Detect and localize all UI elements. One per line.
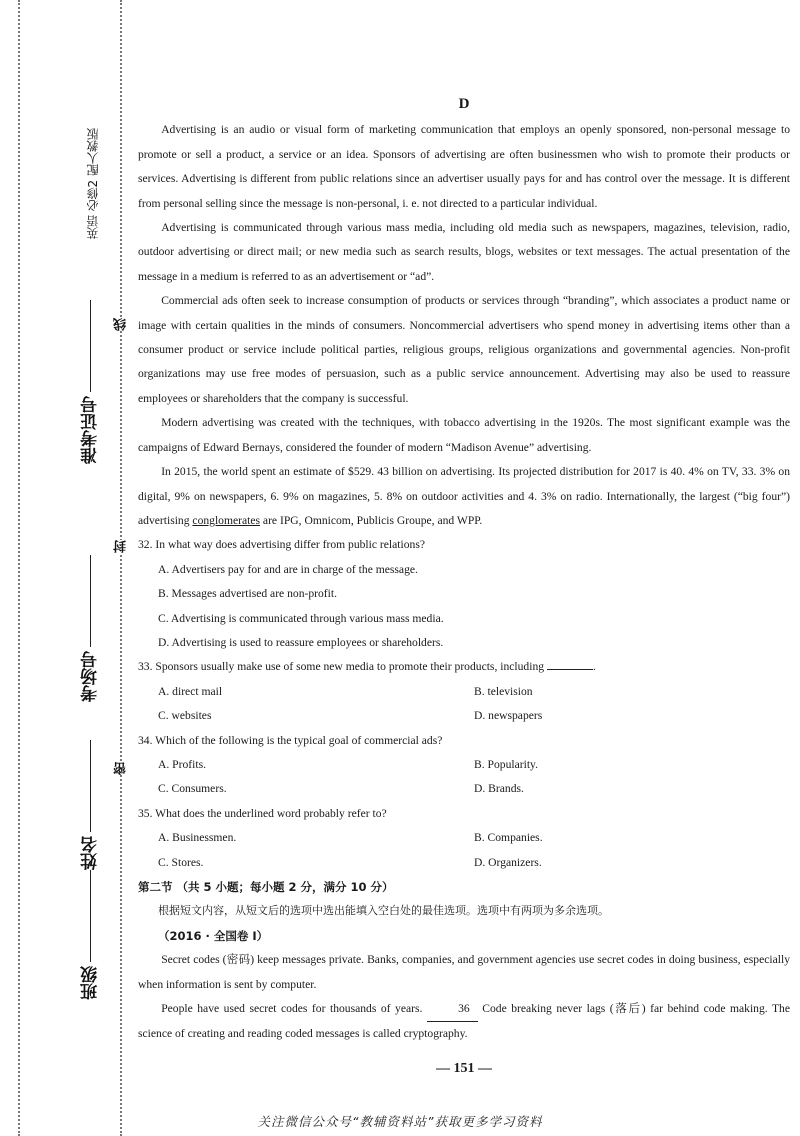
name-label: 姓名 [81,836,101,870]
question-32-option-b[interactable]: B. Messages advertised are non-profit. [158,587,338,601]
paragraph-5-text-after: are IPG, Omnicom, Publicis Groupe, and WPP. [260,513,483,527]
question-33-option-a[interactable]: A. direct mail [158,684,223,698]
passage-paragraph-5 [138,460,790,533]
question-35-option-c[interactable]: C. Stores. [158,855,204,869]
question-32-option-a[interactable]: A. Advertisers pay for and are in charge of the message. [158,562,418,576]
seal-mark-seal: 封 [114,540,129,553]
question-35-options-row-2 [138,851,790,875]
left-dotted-line [18,0,20,1136]
section-2-heading: 第二节 （共 5 小题；每小题 2 分，满分 10 分） [138,880,394,894]
subject-info: 英语 必修2 配人教版 [86,128,100,240]
name-blank[interactable] [91,740,92,832]
question-33-option-d[interactable]: D. newspapers [474,709,543,723]
passage-paragraph-3: Commercial ads often seek to increase consumption of products or services through “branding”, which associates a product name or image with certain qualities in the minds of consumers. Noncommercial advertisers who spend money in advertising items other than a consumer product or service include political parties, religious groups, religious organizations and governmental agencies. Non-profit organizations may use free modes of persuasion, such as a public service announcement. Advertising may also be used to reassure employees or shareholders that the company is successful. [138,294,790,405]
question-33-option-c[interactable]: C. websites [158,709,212,723]
section-title: D [458,96,470,112]
question-34-options-row-1 [138,753,790,777]
question-33-options-row-2 [138,704,790,728]
question-32-stem: 32. In what way does advertising differ from public relations? [138,538,425,552]
passage-paragraph-2: Advertising is communicated through various mass media, including old media such as newspapers, magazines, television, radio, outdoor advertising or direct mail; or new media such as search results, blogs, websites or text messages. The actual presentation of the message in a medium is referred to as an advertisement or “ad”. [138,221,790,283]
section-2-instruction: 根据短文内容，从短文后的选项中选出能填入空白处的最佳选项。选项中有两项为多余选项。 [158,904,609,918]
exam-id-label: 准考证号 [81,396,101,464]
section-2-source: （2016 · 全国卷 I） [158,928,269,943]
question-35-option-b[interactable]: B. Companies. [474,831,543,845]
question-34-option-c[interactable]: C. Consumers. [158,782,227,796]
question-34-options-row-2 [138,777,790,801]
question-33 [138,655,790,679]
exam-room-blank[interactable] [91,555,92,647]
page-number: — 151 — [436,1060,492,1076]
question-33-option-b[interactable]: B. television [474,684,533,698]
question-33-options-row-1 [138,680,790,704]
underlined-word: conglomerates [192,513,261,527]
section-2-paragraph-2 [138,997,790,1047]
question-34-stem: 34. Which of the following is the typical goal of commercial ads? [138,733,443,747]
exam-room-label: 考场号 [81,651,101,702]
binding-dotted-line [120,0,122,1136]
name-field [78,740,103,870]
page-content [138,92,790,1081]
question-35-option-a[interactable]: A. Businessmen. [158,831,237,845]
question-34-option-d[interactable]: D. Brands. [474,782,524,796]
footer-watermark: 关注微信公众号“教辅资料站”获取更多学习资料 [257,1114,543,1129]
exam-id-field [78,300,103,464]
seal-mark-line: 线 [114,318,129,331]
exam-id-blank[interactable] [91,300,92,392]
question-33-stem-end: . [592,660,596,674]
question-35-stem: 35. What does the underlined word probably refer to? [138,806,387,820]
question-35-option-d[interactable]: D. Organizers. [474,855,542,869]
question-32-option-c[interactable]: C. Advertising is communicated through various mass media. [158,611,444,625]
class-label: 班级 [81,966,101,1000]
exam-room-field [78,555,103,702]
class-blank[interactable] [91,870,92,962]
section-2-paragraph-1: Secret codes (密码) keep messages private. Banks, companies, and government agencies use secret codes in doing business, especially when information is sent by computer. [138,953,790,991]
question-34-option-b[interactable]: B. Popularity. [474,757,538,771]
section-2-paragraph-2-before: People have used secret codes for thousands of years. [161,1002,423,1016]
question-34-option-a[interactable]: A. Profits. [158,757,206,771]
passage-paragraph-4: Modern advertising was created with the techniques, with tobacco advertising in the 1920s. The most significant example was the campaigns of Edward Bernays, considered the founder of modern “Madison Avenue” advertising. [138,416,790,454]
paragraph-5-text-before: In 2015, the world spent an estimate of $529. 43 billion on advertising. Its projected distribution for 2017 is 40. 4% on TV, 33. 3% on digital, 9% on newspapers, 6. 9% on magazines, 5. 8% on outdoor activities and 4. 3% on radio. Internationally, the largest (“big four”) advertising [138,465,790,527]
seal-mark-secret: 密 [114,762,129,775]
question-33-stem: 33. Sponsors usually make use of some new media to promote their products, including [138,660,545,674]
answer-blank[interactable] [547,657,593,670]
question-32-option-d[interactable]: D. Advertising is used to reassure employees or shareholders. [158,635,444,649]
section-2-paragraph-2-after: Code breaking never lags (落后) far behind code making. The science of creating and reading coded messages is called cryptography. [138,1002,790,1041]
passage-paragraph-1: Advertising is an audio or visual form of marketing communication that employs an openly sponsored, non-personal message to promote or sell a product, a service or an idea. Sponsors of advertising are often businessmen who wish to promote their products or services. Advertising is different from public relations since an advertiser usually pays for and has control over the message. It is different from personal selling since the message is non-personal, i. e. not directed to a particular individual. [138,123,790,210]
class-field [78,870,103,1000]
blank-36[interactable]: 36 [427,997,478,1022]
question-35-options-row-1 [138,826,790,850]
